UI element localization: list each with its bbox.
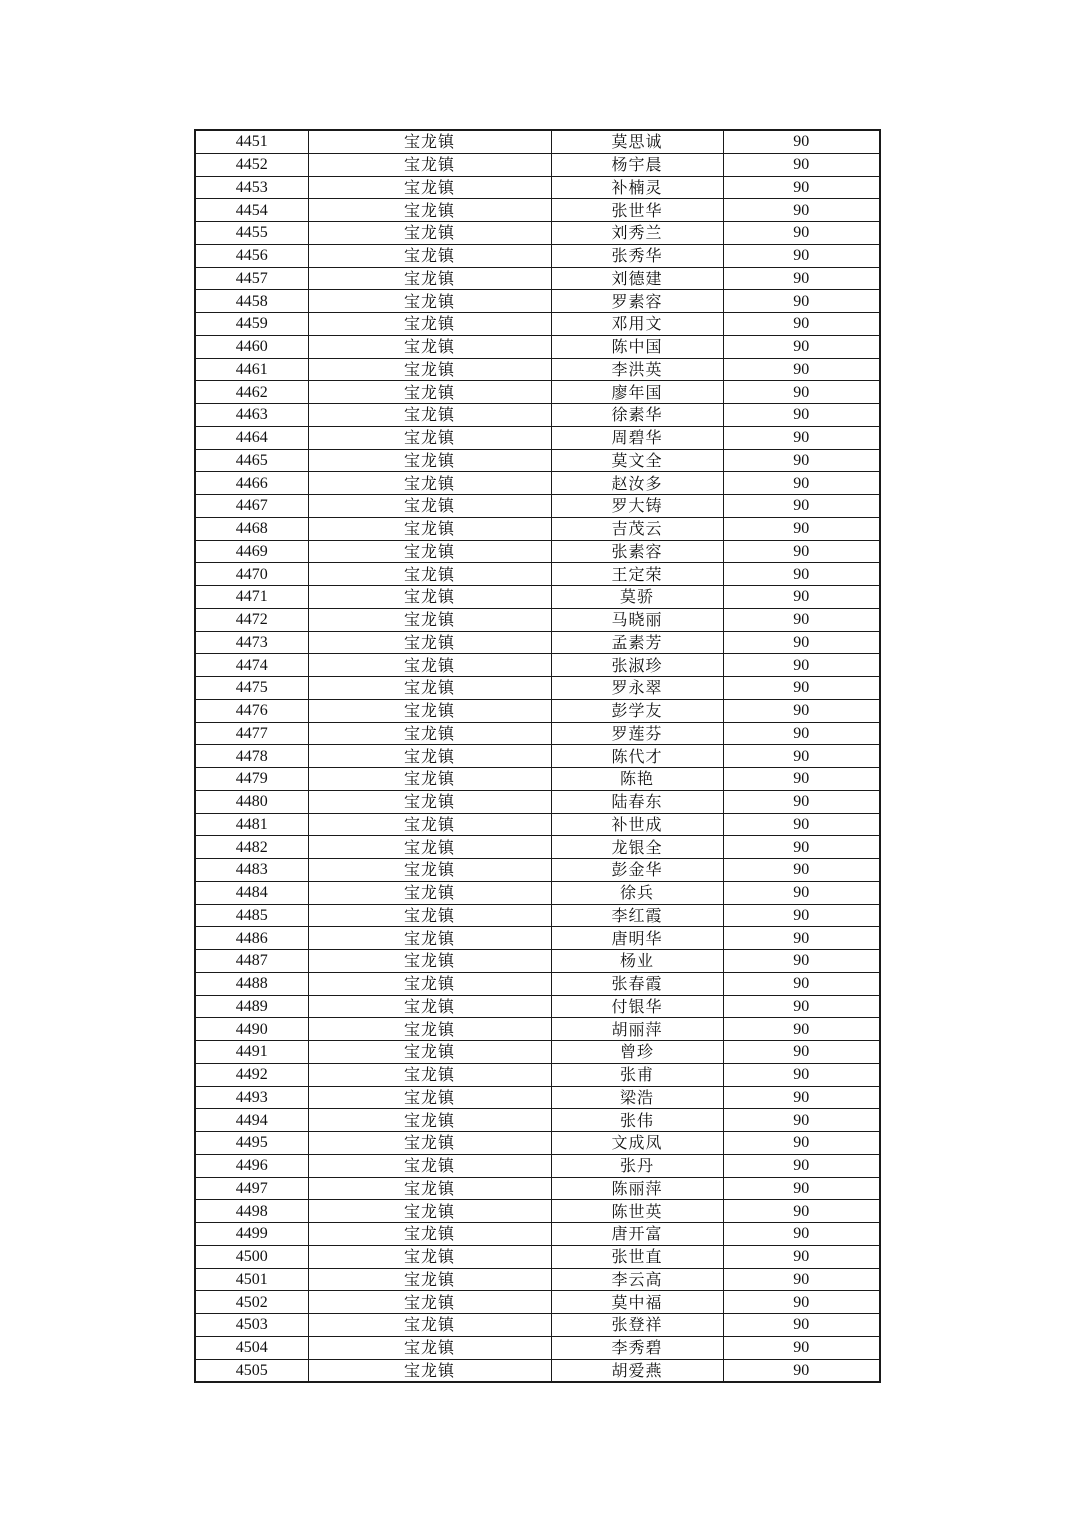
table-row (195, 199, 880, 222)
score-cell: 90 (723, 426, 880, 449)
table-row (195, 904, 880, 927)
table-row (195, 222, 880, 245)
row-number-cell: 4489 (195, 995, 308, 1018)
table-row (195, 631, 880, 654)
score-cell: 90 (723, 335, 880, 358)
person-name-cell: 张丹 (551, 1154, 723, 1177)
town-cell: 宝龙镇 (308, 699, 551, 722)
town-cell: 宝龙镇 (308, 1041, 551, 1064)
person-name-cell: 孟素芳 (551, 631, 723, 654)
town-cell: 宝龙镇 (308, 290, 551, 313)
table-row (195, 130, 880, 153)
score-cell: 90 (723, 495, 880, 518)
row-number-cell: 4491 (195, 1041, 308, 1064)
score-cell: 90 (723, 699, 880, 722)
town-cell: 宝龙镇 (308, 313, 551, 336)
table-row (195, 1314, 880, 1337)
row-number-cell: 4455 (195, 222, 308, 245)
town-cell: 宝龙镇 (308, 677, 551, 700)
table-row (195, 1268, 880, 1291)
person-name-cell: 杨业 (551, 950, 723, 973)
score-cell: 90 (723, 904, 880, 927)
town-cell: 宝龙镇 (308, 1086, 551, 1109)
person-name-cell: 罗大铸 (551, 495, 723, 518)
person-name-cell: 王定荣 (551, 563, 723, 586)
row-number-cell: 4459 (195, 313, 308, 336)
score-cell: 90 (723, 1018, 880, 1041)
table-row (195, 768, 880, 791)
person-name-cell: 梁浩 (551, 1086, 723, 1109)
table-row (195, 404, 880, 427)
row-number-cell: 4457 (195, 267, 308, 290)
table-row (195, 586, 880, 609)
table-row (195, 313, 880, 336)
score-cell: 90 (723, 1359, 880, 1382)
town-cell: 宝龙镇 (308, 768, 551, 791)
person-name-cell: 莫文全 (551, 449, 723, 472)
person-name-cell: 杨宇晨 (551, 153, 723, 176)
town-cell: 宝龙镇 (308, 381, 551, 404)
row-number-cell: 4463 (195, 404, 308, 427)
row-number-cell: 4451 (195, 130, 308, 153)
row-number-cell: 4474 (195, 654, 308, 677)
row-number-cell: 4464 (195, 426, 308, 449)
row-number-cell: 4467 (195, 495, 308, 518)
table-row (195, 654, 880, 677)
person-name-cell: 唐明华 (551, 927, 723, 950)
score-cell: 90 (723, 950, 880, 973)
person-name-cell: 文成凤 (551, 1132, 723, 1155)
table-row (195, 381, 880, 404)
town-cell: 宝龙镇 (308, 495, 551, 518)
row-number-cell: 4505 (195, 1359, 308, 1382)
score-cell: 90 (723, 1223, 880, 1246)
row-number-cell: 4480 (195, 790, 308, 813)
person-name-cell: 胡爱燕 (551, 1359, 723, 1382)
table-row (195, 335, 880, 358)
town-cell: 宝龙镇 (308, 745, 551, 768)
person-name-cell: 陈中国 (551, 335, 723, 358)
table-row (195, 1086, 880, 1109)
score-cell: 90 (723, 130, 880, 153)
town-cell: 宝龙镇 (308, 153, 551, 176)
table-row (195, 1291, 880, 1314)
row-number-cell: 4485 (195, 904, 308, 927)
score-cell: 90 (723, 1041, 880, 1064)
table-row (195, 540, 880, 563)
town-cell: 宝龙镇 (308, 1109, 551, 1132)
person-name-cell: 罗素容 (551, 290, 723, 313)
row-number-cell: 4478 (195, 745, 308, 768)
person-name-cell: 龙银全 (551, 836, 723, 859)
table-row (195, 426, 880, 449)
score-cell: 90 (723, 1063, 880, 1086)
person-name-cell: 吉茂云 (551, 517, 723, 540)
town-cell: 宝龙镇 (308, 950, 551, 973)
table-row (195, 745, 880, 768)
score-cell: 90 (723, 540, 880, 563)
town-cell: 宝龙镇 (308, 426, 551, 449)
row-number-cell: 4490 (195, 1018, 308, 1041)
score-cell: 90 (723, 290, 880, 313)
score-cell: 90 (723, 222, 880, 245)
town-cell: 宝龙镇 (308, 1154, 551, 1177)
person-name-cell: 莫骄 (551, 586, 723, 609)
table-row (195, 1336, 880, 1359)
table-row (195, 950, 880, 973)
town-cell: 宝龙镇 (308, 540, 551, 563)
table-row (195, 699, 880, 722)
table-row (195, 1018, 880, 1041)
town-cell: 宝龙镇 (308, 1314, 551, 1337)
table-row (195, 1154, 880, 1177)
table-row (195, 495, 880, 518)
row-number-cell: 4479 (195, 768, 308, 791)
table-row (195, 859, 880, 882)
person-name-cell: 陆春东 (551, 790, 723, 813)
town-cell: 宝龙镇 (308, 608, 551, 631)
table-row (195, 1359, 880, 1382)
person-name-cell: 彭金华 (551, 859, 723, 882)
row-number-cell: 4473 (195, 631, 308, 654)
person-name-cell: 张甫 (551, 1063, 723, 1086)
row-number-cell: 4483 (195, 859, 308, 882)
row-number-cell: 4452 (195, 153, 308, 176)
score-cell: 90 (723, 1132, 880, 1155)
table-row (195, 358, 880, 381)
town-cell: 宝龙镇 (308, 449, 551, 472)
score-cell: 90 (723, 563, 880, 586)
table-row (195, 881, 880, 904)
town-cell: 宝龙镇 (308, 586, 551, 609)
table-row (195, 449, 880, 472)
roster-table-body (195, 130, 880, 1382)
town-cell: 宝龙镇 (308, 1132, 551, 1155)
score-cell: 90 (723, 267, 880, 290)
town-cell: 宝龙镇 (308, 972, 551, 995)
person-name-cell: 李洪英 (551, 358, 723, 381)
score-cell: 90 (723, 768, 880, 791)
town-cell: 宝龙镇 (308, 176, 551, 199)
town-cell: 宝龙镇 (308, 1177, 551, 1200)
row-number-cell: 4482 (195, 836, 308, 859)
table-row (195, 517, 880, 540)
score-cell: 90 (723, 517, 880, 540)
table-row (195, 608, 880, 631)
row-number-cell: 4504 (195, 1336, 308, 1359)
town-cell: 宝龙镇 (308, 904, 551, 927)
town-cell: 宝龙镇 (308, 995, 551, 1018)
town-cell: 宝龙镇 (308, 517, 551, 540)
table-row (195, 972, 880, 995)
person-name-cell: 付银华 (551, 995, 723, 1018)
score-cell: 90 (723, 472, 880, 495)
row-number-cell: 4460 (195, 335, 308, 358)
town-cell: 宝龙镇 (308, 404, 551, 427)
row-number-cell: 4462 (195, 381, 308, 404)
table-row (195, 176, 880, 199)
person-name-cell: 李秀碧 (551, 1336, 723, 1359)
town-cell: 宝龙镇 (308, 654, 551, 677)
score-cell: 90 (723, 836, 880, 859)
score-cell: 90 (723, 677, 880, 700)
person-name-cell: 罗莲芬 (551, 722, 723, 745)
person-name-cell: 周碧华 (551, 426, 723, 449)
town-cell: 宝龙镇 (308, 1200, 551, 1223)
score-cell: 90 (723, 404, 880, 427)
score-cell: 90 (723, 1086, 880, 1109)
row-number-cell: 4477 (195, 722, 308, 745)
town-cell: 宝龙镇 (308, 927, 551, 950)
row-number-cell: 4500 (195, 1245, 308, 1268)
table-row (195, 244, 880, 267)
row-number-cell: 4470 (195, 563, 308, 586)
row-number-cell: 4496 (195, 1154, 308, 1177)
person-name-cell: 刘德建 (551, 267, 723, 290)
score-cell: 90 (723, 745, 880, 768)
town-cell: 宝龙镇 (308, 1291, 551, 1314)
town-cell: 宝龙镇 (308, 358, 551, 381)
person-name-cell: 胡丽萍 (551, 1018, 723, 1041)
row-number-cell: 4469 (195, 540, 308, 563)
row-number-cell: 4501 (195, 1268, 308, 1291)
person-name-cell: 张淑珍 (551, 654, 723, 677)
person-name-cell: 陈代才 (551, 745, 723, 768)
table-row (195, 153, 880, 176)
table-row (195, 1245, 880, 1268)
row-number-cell: 4481 (195, 813, 308, 836)
table-row (195, 677, 880, 700)
row-number-cell: 4498 (195, 1200, 308, 1223)
town-cell: 宝龙镇 (308, 631, 551, 654)
town-cell: 宝龙镇 (308, 1245, 551, 1268)
score-cell: 90 (723, 608, 880, 631)
person-name-cell: 张世华 (551, 199, 723, 222)
town-cell: 宝龙镇 (308, 836, 551, 859)
town-cell: 宝龙镇 (308, 472, 551, 495)
score-cell: 90 (723, 995, 880, 1018)
row-number-cell: 4472 (195, 608, 308, 631)
town-cell: 宝龙镇 (308, 813, 551, 836)
row-number-cell: 4458 (195, 290, 308, 313)
town-cell: 宝龙镇 (308, 199, 551, 222)
score-cell: 90 (723, 1314, 880, 1337)
row-number-cell: 4488 (195, 972, 308, 995)
row-number-cell: 4492 (195, 1063, 308, 1086)
person-name-cell: 彭学友 (551, 699, 723, 722)
row-number-cell: 4499 (195, 1223, 308, 1246)
town-cell: 宝龙镇 (308, 222, 551, 245)
town-cell: 宝龙镇 (308, 1063, 551, 1086)
table-row (195, 1132, 880, 1155)
score-cell: 90 (723, 859, 880, 882)
person-name-cell: 补世成 (551, 813, 723, 836)
table-row (195, 1109, 880, 1132)
score-cell: 90 (723, 813, 880, 836)
person-name-cell: 罗永翠 (551, 677, 723, 700)
person-name-cell: 陈艳 (551, 768, 723, 791)
score-cell: 90 (723, 722, 880, 745)
person-name-cell: 陈世英 (551, 1200, 723, 1223)
row-number-cell: 4461 (195, 358, 308, 381)
table-row (195, 790, 880, 813)
table-row (195, 472, 880, 495)
town-cell: 宝龙镇 (308, 1359, 551, 1382)
row-number-cell: 4503 (195, 1314, 308, 1337)
row-number-cell: 4456 (195, 244, 308, 267)
score-cell: 90 (723, 153, 880, 176)
table-row (195, 563, 880, 586)
table-row (195, 836, 880, 859)
person-name-cell: 徐素华 (551, 404, 723, 427)
row-number-cell: 4487 (195, 950, 308, 973)
town-cell: 宝龙镇 (308, 1223, 551, 1246)
person-name-cell: 张伟 (551, 1109, 723, 1132)
score-cell: 90 (723, 927, 880, 950)
person-name-cell: 莫思诚 (551, 130, 723, 153)
row-number-cell: 4475 (195, 677, 308, 700)
table-row (195, 927, 880, 950)
person-name-cell: 张世直 (551, 1245, 723, 1268)
row-number-cell: 4453 (195, 176, 308, 199)
town-cell: 宝龙镇 (308, 722, 551, 745)
town-cell: 宝龙镇 (308, 790, 551, 813)
person-name-cell: 陈丽萍 (551, 1177, 723, 1200)
table-row (195, 267, 880, 290)
score-cell: 90 (723, 631, 880, 654)
score-cell: 90 (723, 381, 880, 404)
score-cell: 90 (723, 244, 880, 267)
row-number-cell: 4476 (195, 699, 308, 722)
row-number-cell: 4466 (195, 472, 308, 495)
person-name-cell: 邓用文 (551, 313, 723, 336)
person-name-cell: 马晓丽 (551, 608, 723, 631)
town-cell: 宝龙镇 (308, 1018, 551, 1041)
table-row (195, 1063, 880, 1086)
person-name-cell: 李红霞 (551, 904, 723, 927)
score-cell: 90 (723, 358, 880, 381)
row-number-cell: 4468 (195, 517, 308, 540)
score-cell: 90 (723, 1268, 880, 1291)
person-name-cell: 徐兵 (551, 881, 723, 904)
score-cell: 90 (723, 972, 880, 995)
row-number-cell: 4454 (195, 199, 308, 222)
town-cell: 宝龙镇 (308, 267, 551, 290)
town-cell: 宝龙镇 (308, 244, 551, 267)
score-cell: 90 (723, 1177, 880, 1200)
person-name-cell: 刘秀兰 (551, 222, 723, 245)
table-row (195, 1200, 880, 1223)
row-number-cell: 4494 (195, 1109, 308, 1132)
score-cell: 90 (723, 790, 880, 813)
person-name-cell: 廖年国 (551, 381, 723, 404)
row-number-cell: 4471 (195, 586, 308, 609)
score-cell: 90 (723, 1291, 880, 1314)
person-name-cell: 赵汝多 (551, 472, 723, 495)
score-cell: 90 (723, 1154, 880, 1177)
score-cell: 90 (723, 1109, 880, 1132)
town-cell: 宝龙镇 (308, 859, 551, 882)
person-name-cell: 曾珍 (551, 1041, 723, 1064)
score-cell: 90 (723, 1336, 880, 1359)
score-cell: 90 (723, 313, 880, 336)
table-row (195, 813, 880, 836)
row-number-cell: 4486 (195, 927, 308, 950)
table-row (195, 1177, 880, 1200)
town-cell: 宝龙镇 (308, 335, 551, 358)
score-cell: 90 (723, 586, 880, 609)
roster-table (194, 129, 881, 1383)
town-cell: 宝龙镇 (308, 1268, 551, 1291)
person-name-cell: 李云高 (551, 1268, 723, 1291)
person-name-cell: 唐开富 (551, 1223, 723, 1246)
score-cell: 90 (723, 1245, 880, 1268)
table-row (195, 290, 880, 313)
row-number-cell: 4465 (195, 449, 308, 472)
score-cell: 90 (723, 199, 880, 222)
row-number-cell: 4497 (195, 1177, 308, 1200)
person-name-cell: 莫中福 (551, 1291, 723, 1314)
person-name-cell: 张素容 (551, 540, 723, 563)
town-cell: 宝龙镇 (308, 1336, 551, 1359)
row-number-cell: 4484 (195, 881, 308, 904)
town-cell: 宝龙镇 (308, 130, 551, 153)
score-cell: 90 (723, 1200, 880, 1223)
person-name-cell: 补楠灵 (551, 176, 723, 199)
score-cell: 90 (723, 176, 880, 199)
person-name-cell: 张春霞 (551, 972, 723, 995)
town-cell: 宝龙镇 (308, 881, 551, 904)
person-name-cell: 张秀华 (551, 244, 723, 267)
score-cell: 90 (723, 654, 880, 677)
table-row (195, 722, 880, 745)
person-name-cell: 张登祥 (551, 1314, 723, 1337)
score-cell: 90 (723, 881, 880, 904)
row-number-cell: 4502 (195, 1291, 308, 1314)
town-cell: 宝龙镇 (308, 563, 551, 586)
table-row (195, 995, 880, 1018)
table-row (195, 1041, 880, 1064)
row-number-cell: 4495 (195, 1132, 308, 1155)
table-row (195, 1223, 880, 1246)
score-cell: 90 (723, 449, 880, 472)
row-number-cell: 4493 (195, 1086, 308, 1109)
